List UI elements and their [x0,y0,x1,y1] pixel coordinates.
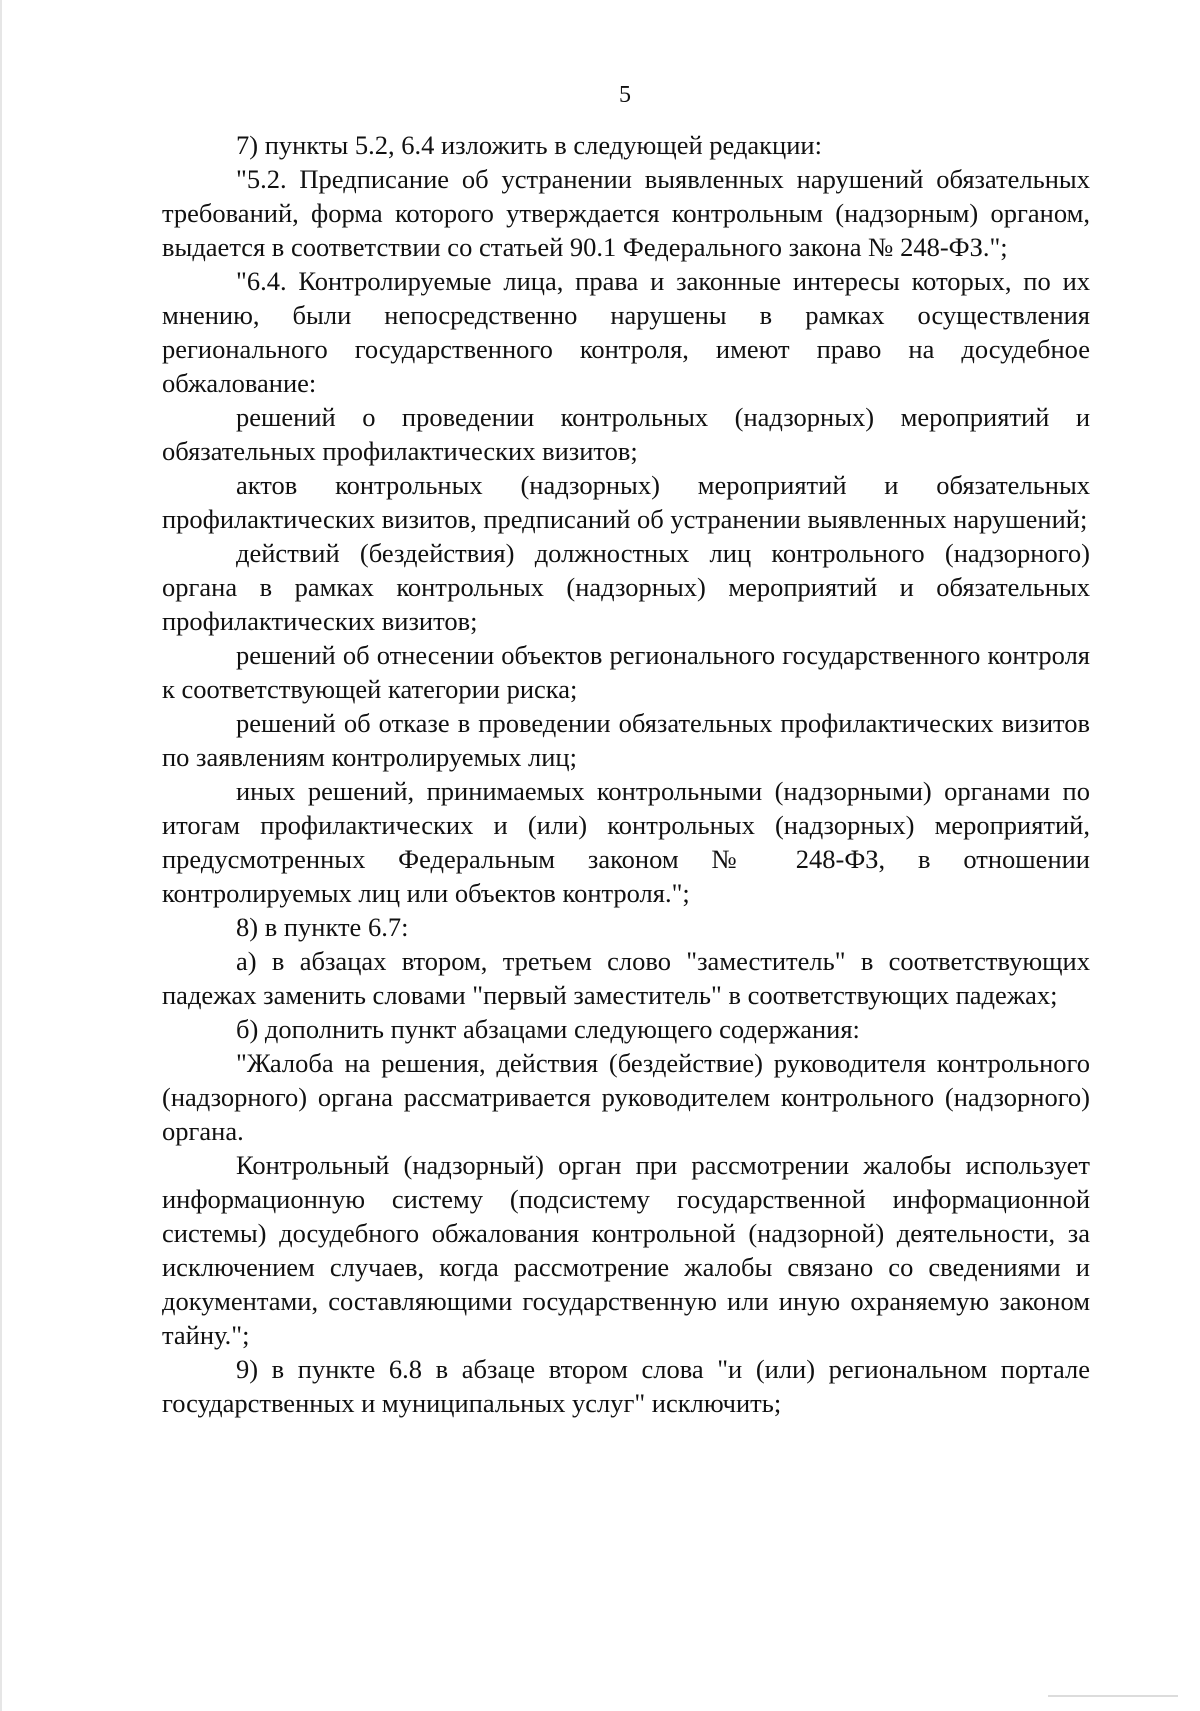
scan-artifact [1048,1695,1178,1697]
paragraph-list-item: актов контрольных (надзорных) мероприятий и обязательных профилактических визитов, предписаний об устранении выявленных нарушений; [162,470,1090,534]
paragraph-complaint: "Жалоба на решения, действия (бездействие) руководителя контрольного (надзорного) органа рассматривается руководителем контрольного (надзорного) органа. [162,1048,1090,1146]
paragraph-list-item: решений об отнесении объектов регионального государственного контроля к соответствующей категории риска; [162,640,1090,704]
paragraph-list-item: действий (бездействия) должностных лиц контрольного (надзорного) органа в рамках контрольных (надзорных) мероприятий и обязательных профилактических визитов; [162,538,1090,636]
paragraph-list-item: иных решений, принимаемых контрольными (надзорными) органами по итогам профилактических и (или) контрольных (надзорных) мероприятий, предусмотренных Федеральным законом № 248-ФЗ, в отношении контролируемых лиц или объектов контроля."; [162,776,1090,908]
paragraph-item-7: 7) пункты 5.2, 6.4 изложить в следующей редакции: [236,130,822,160]
paragraph-clause-6-4: "6.4. Контролируемые лица, права и законные интересы которых, по их мнению, были непосредственно нарушены в рамках осуществления регионального государственного контроля, имеют право на досудебное обжалование: [162,266,1090,398]
document-body [162,128,1090,1420]
paragraph-item-9: 9) в пункте 6.8 в абзаце втором слова "и (или) региональном портале государственных и муниципальных услуг" исключить; [162,1354,1090,1418]
paragraph-item-8: 8) в пункте 6.7: [236,912,409,942]
scan-left-edge [0,0,2,1711]
page-number: 5 [619,82,631,108]
paragraph-subitem-b: б) дополнить пункт абзацами следующего содержания: [236,1014,860,1044]
paragraph-list-item: решений о проведении контрольных (надзорных) мероприятий и обязательных профилактических визитов; [162,402,1090,466]
paragraph-list-item: решений об отказе в проведении обязательных профилактических визитов по заявлениям контролируемых лиц; [162,708,1090,772]
paragraph-clause-5-2: "5.2. Предписание об устранении выявленных нарушений обязательных требований, форма которого утверждается контрольным (надзорным) органом, выдается в соответствии со статьей 90.1 Федерального закона № 248-ФЗ."; [162,164,1090,262]
paragraph-subitem-a: а) в абзацах втором, третьем слово "заместитель" в соответствующих падежах заменить словами "первый заместитель" в соответствующих падежах; [162,946,1090,1010]
paragraph-complaint-system: Контрольный (надзорный) орган при рассмотрении жалобы использует информационную систему (подсистему государственной информационной системы) досудебного обжалования контрольной (надзорной) деятельности, за исключением случаев, когда рассмотрение жалобы связано со сведениями и документами, составляющими государственную или иную охраняемую законом тайну."; [162,1150,1090,1350]
